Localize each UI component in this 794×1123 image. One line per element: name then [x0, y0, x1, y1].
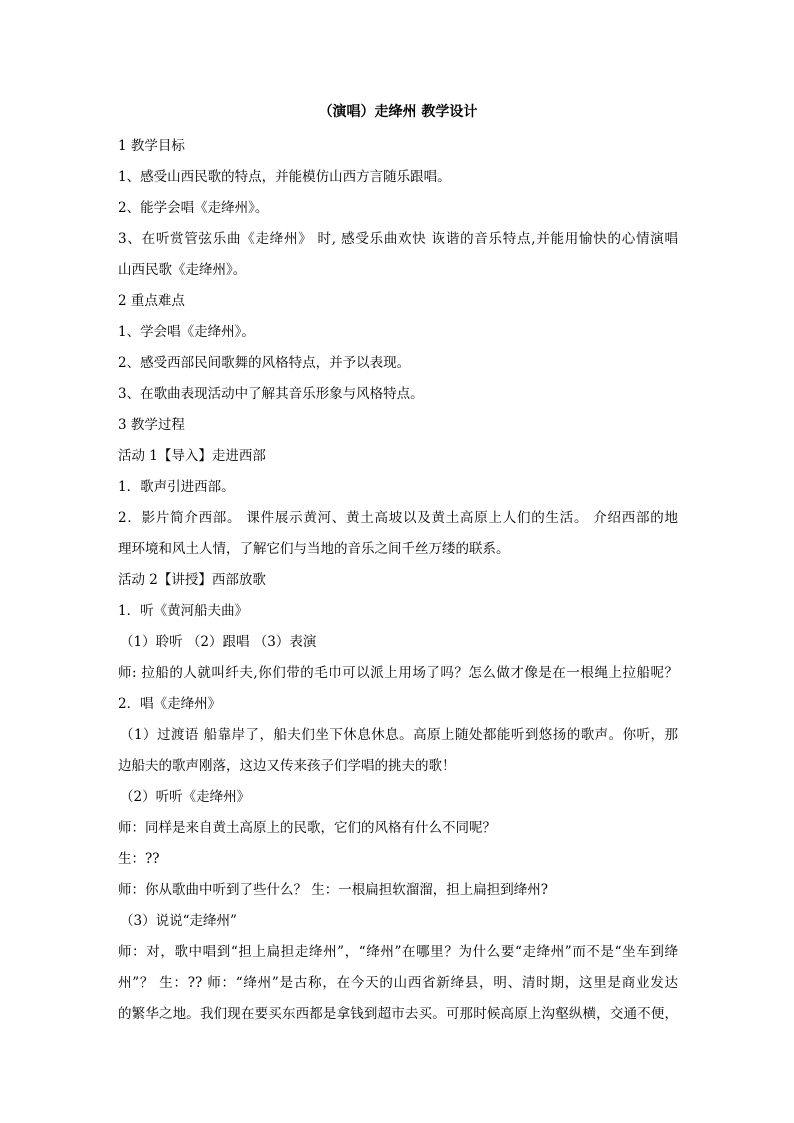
activity-2-step-1: 1．听《黄河船夫曲》 — [118, 603, 249, 619]
transition-paragraph-cont: 边船夫的歌声刚落，这边又传来孩子们学唱的挑夫的歌！ — [118, 758, 456, 774]
activity-2-step-2: 2．唱《走绛州》 — [118, 696, 222, 712]
section-heading-objectives: 1 教学目标 — [118, 138, 185, 154]
listen-substep: （2）听听《走绛州》 — [120, 789, 251, 805]
activity-1-step-1: 1．歌声引进西部。 — [118, 479, 235, 495]
objective-item-1: 1、感受山西民歌的特点，并能模仿山西方言随乐跟唱。 — [118, 169, 451, 185]
teacher-line-3: 师：对，歌中唱到“担上扁担走绛州”，“绛州”在哪里？为什么要“走绛州”而不是“坐车到绛 — [118, 944, 678, 960]
transition-paragraph: （1）过渡语 船靠岸了，船夫们坐下休息休息。高原上随处都能听到悠扬的歌声。你听，那 — [120, 727, 678, 743]
key-point-item-2: 2、感受西部民间歌舞的风格特点，并予以表现。 — [118, 355, 411, 371]
key-point-item-3: 3、在歌曲表现活动中了解其音乐形象与风格特点。 — [118, 386, 424, 402]
document-body — [118, 100, 678, 1030]
activity-2-heading: 活动 2【讲授】西部放歌 — [118, 572, 266, 588]
discuss-substep: （3）说说“走绛州” — [120, 913, 237, 929]
section-heading-key-points: 2 重点难点 — [118, 293, 185, 309]
section-heading-process: 3 教学过程 — [118, 417, 185, 433]
activity-2-substeps: （1）聆听 （2）跟唱 （3）表演 — [120, 634, 317, 650]
objective-item-3: 3、在听赏管弦乐曲《走绛州》 时, 感受乐曲欢快 诙谐的音乐特点,并能用愉快的心情演唱 — [118, 231, 678, 247]
activity-1-step-2-cont: 理环境和风土人情，了解它们与当地的音乐之间千丝万缕的联系。 — [118, 541, 510, 557]
teacher-line-1: 师: 拉船的人就叫纤夫,你们带的毛巾可以派上用场了吗？怎么做才像是在一根绳上拉船呢？ — [118, 665, 678, 681]
teacher-line-3-cont: 州”？ 生：?? 师：“绛州”是古称，在今天的山西省新绛县，明、清时期，这里是商业发达 — [118, 975, 678, 991]
student-line-1: 生：?? — [118, 851, 160, 867]
activity-1-step-2: 2．影片简介西部。 课件展示黄河、黄土高坡以及黄土高原上人们的生活。 介绍西部的地 — [118, 510, 678, 526]
activity-1-heading: 活动 1【导入】走进西部 — [118, 448, 266, 464]
teacher-student-line: 师：你从歌曲中听到了些什么？ 生：一根扁担软溜溜，担上扁担到绛州? — [118, 882, 549, 898]
key-point-item-1: 1、学会唱《走绛州》。 — [118, 324, 255, 340]
objective-item-3-cont: 山西民歌《走绛州》。 — [118, 262, 247, 278]
teacher-line-3-cont-2: 的繁华之地。我们现在要买东西都是拿钱到超市去买。可那时候高原上沟壑纵横，交通不便， — [118, 1006, 678, 1022]
teacher-line-2: 师：同样是来自黄土高原上的民歌，它们的风格有什么不同呢？ — [118, 820, 496, 836]
document-title: （演唱）走绛州 教学设计 — [318, 104, 478, 120]
objective-item-2: 2、能学会唱《走绛州》。 — [118, 200, 269, 216]
